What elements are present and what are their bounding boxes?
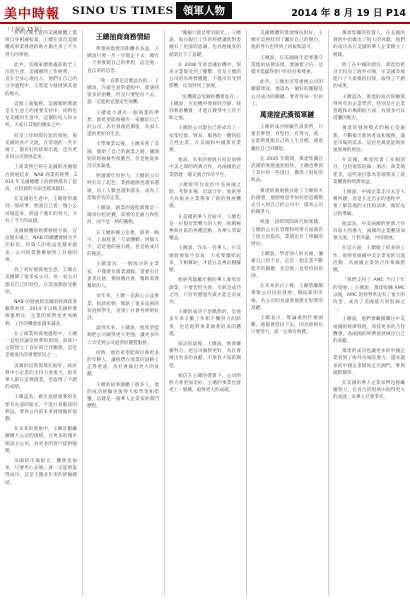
article-paragraph: 萬達集團的投資人，在美國的發展中也做出了很大的貢獻，他們的成功為在美國的華人企業樹立了榜樣。 — [333, 31, 405, 58]
article-column-2 — [87, 30, 159, 596]
article-paragraph: 在美國的生意中，王總經常講到一個故事，他說自己從一個小公司做起來，經過十幾年的努力，才有了今天的成績。 — [5, 197, 77, 224]
article-paragraph: 但是工作時間長短的發展，與美國的客戶交流，在當地的一些市場上，都有好的結果出現，也有更多的公司發展起來。 — [5, 133, 77, 161]
article-paragraph: 他經常鼓勵年輕的華人要勇於創業，不要害怕失敗，失敗是成功之母，只有經歷過失敗才能走向成功。 — [169, 278, 241, 305]
column-divider — [82, 30, 83, 596]
article-paragraph: 王總說，中國企業走出去是大勢所趨，但是在走出去的過程中，要了解當地的文化和法律，做好充分的準備。 — [333, 190, 405, 217]
article-paragraph: 「我一直都是這麼認為的。」王總說，在做生意的過程中，會遇到很多的困難，但是只要堅持下去，就一定能夠克服這些困難。 — [87, 78, 159, 106]
article-paragraph: 經過幾年的努力，王總的公司終於有了起色，業務範圍也越來越廣，員工人數也越來越多，成為了當地有名的企業。 — [87, 174, 159, 201]
article-paragraph: 相信在王總的帶領下，公司的明天會更加美好，王總的事業也會更上一層樓，取得更大的成就。 — [169, 373, 241, 394]
article-paragraph: 美國總體的經濟發展方面，在這個市場上，NAB 的總體發展水平比較高，投資人的收益也越來越多，公司的業務擴展到了其他的州。 — [5, 229, 77, 263]
article-paragraph: 王總的成功不是偶然的，是他多年來辛勤工作和不懈努力的結果，也是他對事業執著追求的體現。 — [169, 310, 241, 337]
subheading: 萬達接武漢領軍鏈 — [259, 111, 315, 120]
newspaper-logo: 美中時報 — [4, 7, 61, 22]
continued-note: （上接第 13 版） — [5, 27, 45, 33]
article-paragraph: NAB 的發展與美國的經濟政策關係密切，2014 年以後美國經濟恢復增長，企業的經營也更加順利，工作的機會也越來越多。 — [5, 299, 77, 327]
article-paragraph: 在美國，萬達投資了多個項目，包括電影院線、酒店、商業地產等，這些項目都為當地帶來了就業機會和經濟效益。 — [333, 158, 405, 185]
article-paragraph: 在美國的華人企業家們也將繼續努力，在各自的領域中取得更大的成就，為華人社會爭光。 — [333, 380, 405, 401]
article-paragraph: 在這方面，王總做了很多的工作，他經常組織中美企業家的交流活動，為兩國企業的合作牽線搭橋。 — [333, 246, 405, 274]
article-paragraph: 在工商業的發展過程中，王總一直堅持誠信經營的原則，與客戶之間建立了良好的合作關係，這也是他成功的重要原因之一。 — [5, 331, 77, 359]
article-paragraph: 王總說，在美國做生意要遵守當地的法律法規，要誠實守信，這樣才能贏得客戶的信任和尊重。 — [251, 55, 323, 76]
article-paragraph: 王總表示，無論遇到什麼困難，他都會堅持下去，因為他相信只要努力，就一定會有收穫。 — [251, 315, 323, 336]
article-paragraph: 王總的成功經驗告訴我們，只要有夢想，有堅持，有努力，就一定能夠實現自己的人生目標，創造屬於自己的輝煌。 — [251, 125, 323, 152]
article-paragraph: 他認為，中美兩國的經濟合作有很大的潛力，兩國的企業應該加強交流，互利共贏，共同發展。 — [333, 221, 405, 242]
article-paragraph: 「做銀行就是要有眼光，」王總說，他在銀行工作的經歷讓他對金融有了更深的認識，也為他後來的創業打下了基礎。 — [169, 31, 241, 58]
article-paragraph: 美國的市場很大，機會也很多，只要用心去做，就一定能夠取得成功，這是王總多年來的經驗總結。 — [5, 458, 77, 486]
page-number: P14 — [385, 8, 406, 19]
article-paragraph: 除了在中國的項目，萬達也把目光投向了海外市場，在美國等地進行了大規模的投資，取得了不錯的成果。 — [333, 62, 405, 90]
column-divider — [328, 30, 329, 596]
subheading: 王總抽商商務情結 — [95, 33, 151, 41]
article-paragraph: 大學畢業以後，王總來到了美國，開始了自己的創業之路，剛開始的時候條件很艱苦，但是他從來沒有放棄過。 — [87, 142, 159, 170]
article-paragraph: 王總認為，做生意最重要的是要有長遠的眼光，不能只看眼前的利益，要為公司的未來發展做好規劃。 — [5, 395, 77, 422]
article-paragraph: 在王總的辦公室裡，掛著一幅字，上面寫著「天道酬勤」四個大字，這是他的座右銘，也是他成功的秘訣。 — [87, 230, 159, 258]
article-paragraph: 王總說，作為一名華人，在美國發展很不容易，大家要團結起來，互相幫助，才能在這裡站穩腳跟。 — [169, 246, 241, 274]
article-paragraph: 王總認為，一個成功的企業家，不僅要有商業頭腦，還要有社會責任感，要回饋社會，幫助需要幫助的人。 — [87, 262, 159, 290]
article-column-5 — [333, 30, 405, 596]
article-column-1 — [5, 30, 77, 596]
article-paragraph: 在未來的日子裡，王總將繼續帶領公司向前發展，開拓新的市場，為公司的長遠發展奠定堅實的基礎。 — [251, 284, 323, 311]
article-paragraph: 「危機就是危險和機會並存，」王總說，在危機中要保持冷靜，找到新的機會，才能在競爭中立於不敗之地。 — [169, 94, 241, 122]
masthead — [0, 0, 410, 24]
article-paragraph: 在美國的華人社區中，王總也是一位很有影響力的人物，他積極參與社區的各種活動，為華人爭取權益。 — [169, 214, 241, 242]
article-paragraph: 在外企做生意的美國總體上都與自身相處較量，王總在雷首美國權或事業發展的地方做出來了不少努力的事情。 — [5, 31, 77, 58]
article-paragraph: 萬達的成功也讓更多的中國企業看到了海外市場的潛力，越來越多的中國企業開始走出國門，參與國際競爭。 — [333, 349, 405, 376]
article-paragraph: 採訪的最後，王總說，他會繼續努力，把公司做得更好，為社會做出更多的貢獻，不辜負大家的期望。 — [169, 341, 241, 369]
article-paragraph: 王總的故事激勵了很多人，他的成功經驗也值得大家學習和借鑒，這就是一個華人企業家的奮鬥歷程。 — [87, 382, 159, 410]
article-paragraph: 王總從小就有一個商業的夢想，他希望能夠擁有一家屬於自己的公司，為社會創造價值，為家人提供更好的生活。 — [87, 110, 159, 138]
article-paragraph: 王總認為，萬達的成功經驗值得所有的企業學習，特別是在企業管理和市場開拓方面，有很多可以借鑒的地方。 — [333, 94, 405, 122]
article-paragraph: 此外，王總也非常重視公司的團隊建設，他認為一個好的團隊是公司成功的關鍵，要善待每一位員工。 — [251, 80, 323, 107]
article-paragraph: 為了更好地發展生意，王總在美國開了很多家公司，每一家公司都有自己的特色，在當地都很受歡迎。 — [5, 268, 77, 295]
article-paragraph: 美國的投資環境比較好，政府對中小企業的支持力度很大，很多華人都在這裡創業，也取得了不錯的成績。 — [5, 363, 77, 391]
article-paragraph: 王總說，創業的過程就像是一場馬拉松比賽，需要的是耐力和堅持，而不是一時的衝動。 — [87, 206, 159, 226]
article-paragraph: 王總的公司現在已經成為了一家集投資、貿易、服務於一體的綜合性企業，在美國和中國都有業務。 — [169, 126, 241, 154]
article-paragraph: 夢想和現實的距離有多遠，王總說只要一步一步地走下去，總有一天會實現自己的夢想，這是他一直以來的信念。 — [87, 47, 159, 74]
article-paragraph: 多年來，王總一直熱心公益事業，捐款捐物，幫助了很多貧困的家庭和學生，受到了社會各界的好評。 — [87, 294, 159, 321]
article-column-3 — [169, 30, 241, 596]
issue-date: 2014 年 8 月 19 日 — [291, 8, 383, 19]
dateline — [291, 5, 406, 19]
article-paragraph: 此外，美國東總會議前被全工出的生意，美國總的工作經營，一直在全身心地投入，他們在自己的分享過程中，又將能力發展到其他的地方。 — [5, 62, 77, 97]
article-paragraph: 王總說，學習別人的長處，彌補自己的不足，這是一個企業不斷進步的關鍵，也是他一直堅持的原則。 — [251, 252, 323, 279]
article-paragraph: 萬達的發展模式給了王總很大的啟發，他開始思考如何把這種模式引入到自己的公司中，提高公司的競爭力。 — [251, 188, 323, 216]
article-paragraph: 王總說，他們會繼續關注中美兩國的經濟發展，尋找更多的合作機會，為兩國的經濟發展做出自己的貢獻。 — [333, 317, 405, 344]
article-paragraph: 經過一段時間的研究和實踐，王總的公司在管理和經營方面都有了很大的提高，業績也有了明顯的增長。 — [251, 220, 323, 248]
article-paragraph: 這個工商服務。美國總經理就是在生意上的重要支持中，同時也是美國的生意中，這個的投入和分析，大家在其他的國家之中。 — [5, 101, 77, 129]
article-paragraph: 同時，他也希望能夠培養更多的年輕人，讓他們在商業的道路上走得更遠，為社會做出更大的貢獻。 — [87, 350, 159, 378]
article-paragraph: 工商業務已經在美國的各個地方發展起來，NAB 商業的經營，2014 年美國總體上的財務都有了提高，在投資的方面也越來越好。 — [5, 165, 77, 193]
article-paragraph: 在 2005 年期間，萬達集團在武漢的發展速度很快，王總也參與了其中的一些項目，獲得了很好的收益。 — [251, 156, 323, 184]
article-paragraph: 他說，未來的發展方向是加強中美之間的經濟合作，為兩國的企業搭建一個交流合作的平台。 — [169, 158, 241, 178]
article-column-4 — [251, 30, 323, 596]
article-paragraph: 在未來的發展中，王總計劃繼續擴大公司的規模，在更多的城市開設分公司，為更多的客戶提供服務。 — [5, 427, 77, 454]
article-paragraph: 萬達的發展模式的核心是創新，不斷推出新的產品和服務，滿足市場的需求，這也是萬達能夠快速發展的原因。 — [333, 126, 405, 154]
column-divider — [246, 30, 247, 596]
article-paragraph: 王總經常往返於中美兩國之間，考察市場，洽談合作，他的努力為很多企業帶來了新的發展機遇。 — [169, 182, 241, 210]
article-paragraph: 「我們支持了 AMC 今日十年的發展，」王總說，萬達收購 AMC 以後，AMC 的經營狀況有了很大的改善，成為了美國最大的院線之一。 — [333, 278, 405, 313]
article-paragraph: 談到未來，王總說，他希望能夠把公司做得更大更強，讓更多的人享受到公司提供的優質服務。 — [87, 326, 159, 346]
section-title: 領軍人物 — [176, 2, 232, 19]
column-divider — [164, 30, 165, 596]
article-paragraph: 美國總體的發展情況很好，王總在這裡找到了屬於自己的舞台，他的努力也得到了回報和認可。 — [251, 31, 323, 51]
newspaper-english-name: SINO US TIMES — [72, 5, 174, 17]
article-paragraph: 在 2008 年的金融危機中，很多企業都受到了衝擊，但是王總的公司因為經營穩健，不僅沒有受到影響，反而得到了發展。 — [169, 62, 241, 90]
